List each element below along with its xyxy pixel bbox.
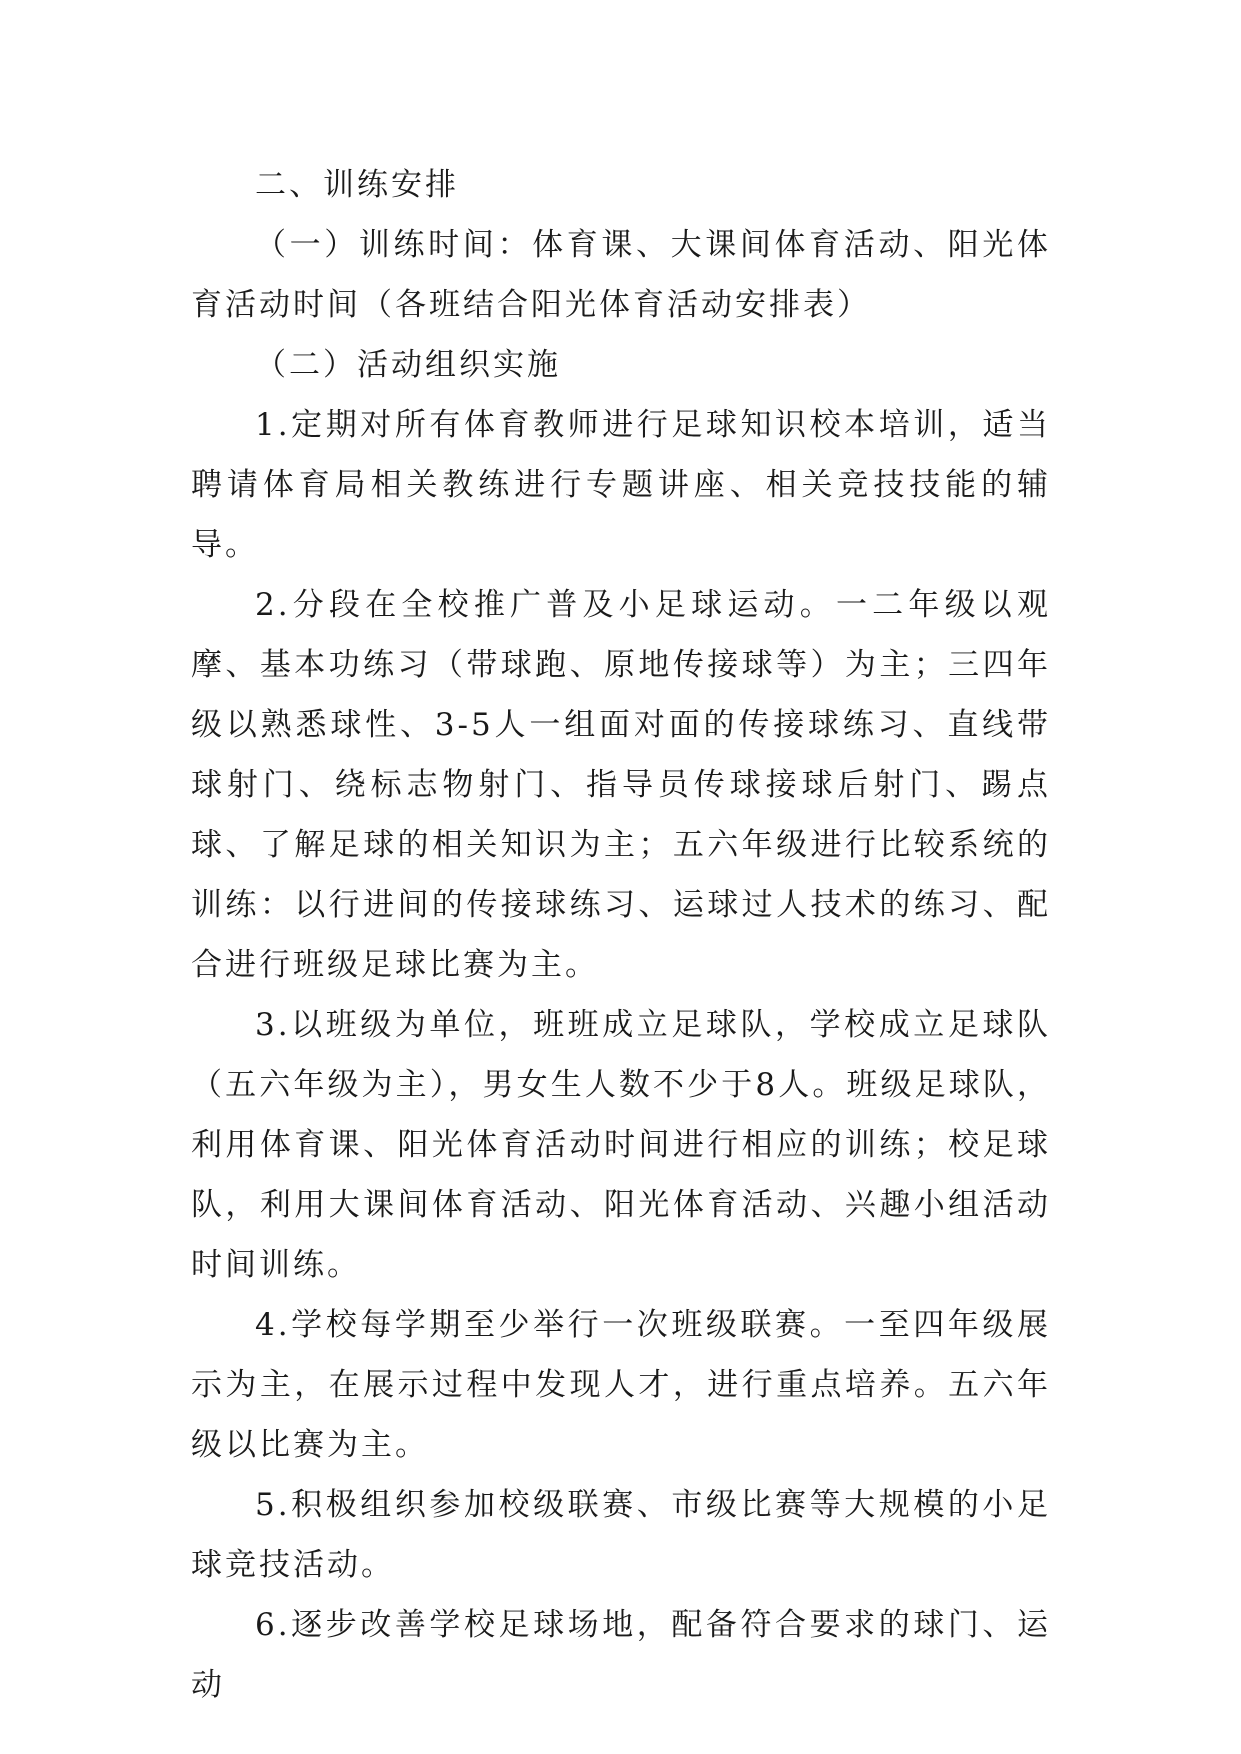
paragraph-training-time: （一）训练时间：体育课、大课间体育活动、阳光体育活动时间（各班结合阳光体育活动安排表）: [191, 227, 1051, 323]
paragraph-item-3: 3.以班级为单位，班班成立足球队，学校成立足球队（五六年级为主），男女生人数不少于8人。班级足球队，利用体育课、阳光体育活动时间进行相应的训练；校足球队，利用大课间体育活动、阳光体育活动、兴趣小组活动时间训练。: [191, 1007, 1051, 1283]
paragraph-item-4: 4.学校每学期至少举行一次班级联赛。一至四年级展示为主，在展示过程中发现人才，进行重点培养。五六年级以比赛为主。: [191, 1307, 1051, 1463]
section-heading: 二、训练安排: [255, 167, 459, 203]
document-body: [191, 155, 1051, 1715]
paragraph-item-1: 1.定期对所有体育教师进行足球知识校本培训，适当聘请体育局相关教练进行专题讲座、相关竞技技能的辅导。: [191, 407, 1051, 563]
paragraph-organization-heading: （二）活动组织实施: [255, 347, 561, 383]
paragraph-item-5: 5.积极组织参加校级联赛、市级比赛等大规模的小足球竞技活动。: [191, 1487, 1051, 1583]
paragraph-item-6: 6.逐步改善学校足球场地，配备符合要求的球门、运动: [191, 1607, 1051, 1703]
paragraph-item-2: 2.分段在全校推广普及小足球运动。一二年级以观摩、基本功练习（带球跑、原地传接球等）为主；三四年级以熟悉球性、3-5人一组面对面的传接球练习、直线带球射门、绕标志物射门、指导员传球接球后射门、踢点球、了解足球的相关知识为主；五六年级进行比较系统的训练：以行进间的传接球练习、运球过人技术的练习、配合进行班级足球比赛为主。: [191, 587, 1051, 983]
